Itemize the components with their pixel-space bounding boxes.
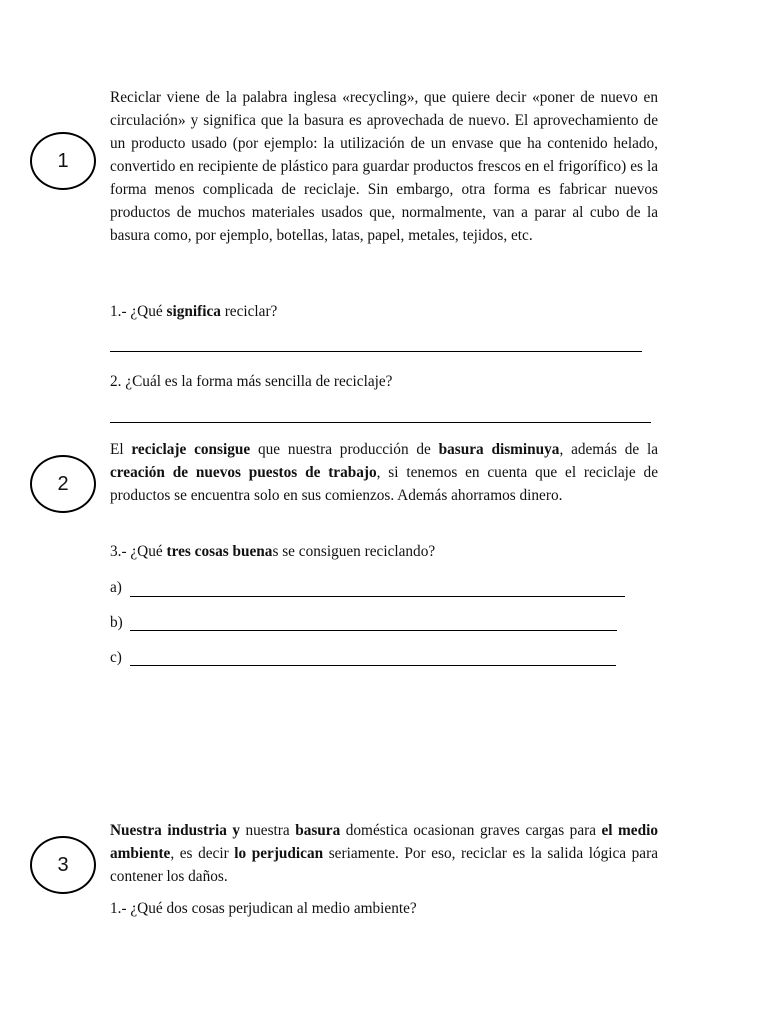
section-number-label: 1 xyxy=(57,149,69,172)
section-number-2 xyxy=(30,455,96,513)
section-number-label: 3 xyxy=(57,853,69,876)
section-3-paragraph: Nuestra industria y nuestra basura doméstica ocasionan graves cargas para el medio ambiente, es decir lo perjudican seriamente. Por eso, reciclar es la salida lógica para contener los daños. xyxy=(110,822,658,885)
answer-label-b: b) xyxy=(110,614,123,631)
section-number-1 xyxy=(30,132,96,190)
answer-line-a[interactable] xyxy=(130,596,625,597)
section-number-3 xyxy=(30,836,96,894)
question-1-1: 1.- ¿Qué significa reciclar? xyxy=(110,303,278,320)
answer-label-c: c) xyxy=(110,649,122,666)
answer-line-c[interactable] xyxy=(130,665,616,666)
answer-line-b[interactable] xyxy=(130,630,617,631)
section-number-label: 2 xyxy=(57,472,69,495)
answer-line-1-2[interactable] xyxy=(110,422,651,423)
question-3-1: 1.- ¿Qué dos cosas perjudican al medio ambiente? xyxy=(110,900,417,917)
section-1-paragraph: Reciclar viene de la palabra inglesa «recycling», que quiere decir «poner de nuevo en circulación» y significa que la basura es aprovechada de nuevo. El aprovechamiento de un producto usado (por ejemplo: la utilización de un envase que ha contenido helado, convertido en recipiente de plástico para guardar productos frescos en el frigorífico) es la forma menos complicada de reciclaje. Sin embargo, otra forma es fabricar nuevos productos de muchos materiales usados que, normalmente, van a parar al cubo de la basura como, por ejemplo, botellas, latas, papel, metales, tejidos, etc. xyxy=(110,89,658,244)
answer-label-a: a) xyxy=(110,579,122,596)
answer-line-1-1[interactable] xyxy=(110,351,642,352)
section-2-paragraph: El reciclaje consigue que nuestra producción de basura disminuya, además de la creación de nuevos puestos de trabajo, si tenemos en cuenta que el reciclaje de productos se encuentra solo en sus comienzos. Además ahorramos dinero. xyxy=(110,441,658,504)
question-2-3: 3.- ¿Qué tres cosas buenas se consiguen reciclando? xyxy=(110,543,436,560)
question-1-2: 2. ¿Cuál es la forma más sencilla de reciclaje? xyxy=(110,373,393,390)
